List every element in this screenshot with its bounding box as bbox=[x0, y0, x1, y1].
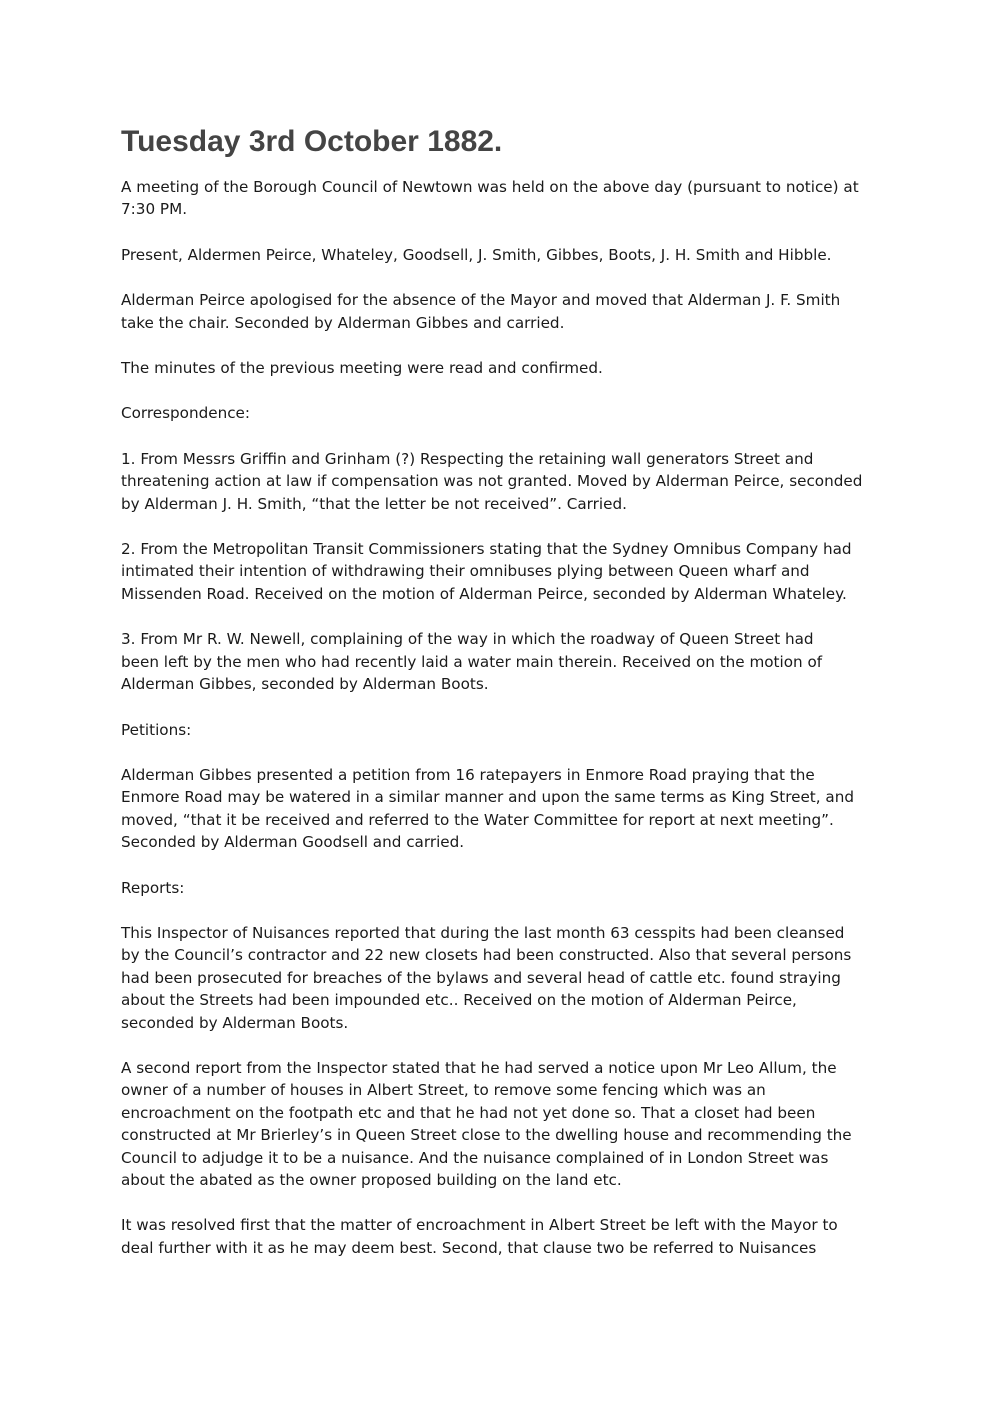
text-line: had been prosecuted for breaches of the bylaws and several head of cattle etc. found straying bbox=[121, 968, 841, 987]
text-line: Seconded by Alderman Goodsell and carried. bbox=[121, 833, 465, 852]
paragraph bbox=[121, 448, 891, 515]
paragraph bbox=[121, 538, 891, 605]
text-line: deal further with it as he may deem best. Second, that clause two be referred to Nuisances bbox=[121, 1238, 817, 1257]
text-line: owner of a number of houses in Albert Street, to remove some fencing which was an bbox=[121, 1081, 766, 1100]
text-line: take the chair. Seconded by Alderman Gibbes and carried. bbox=[121, 313, 565, 332]
page-title: Tuesday 3rd October 1882. bbox=[121, 125, 503, 158]
text-line: This Inspector of Nuisances reported that during the last month 63 cesspits had been cleansed bbox=[121, 923, 845, 942]
text-line: encroachment on the footpath etc and that he had not yet done so. That a closet had been bbox=[121, 1103, 816, 1122]
text-line: intimated their intention of withdrawing their omnibuses plying between Queen wharf and bbox=[121, 562, 810, 581]
text-line: Alderman Peirce apologised for the absence of the Mayor and moved that Alderman J. F. Smith bbox=[121, 291, 841, 310]
text-line: Present, Aldermen Peirce, Whateley, Goodsell, J. Smith, Gibbes, Boots, J. H. Smith and Hibble. bbox=[121, 245, 832, 264]
text-line: about the abated as the owner proposed building on the land etc. bbox=[121, 1171, 622, 1189]
document-page bbox=[121, 118, 891, 1282]
text-line: Missenden Road. Received on the motion of Alderman Peirce, seconded by Alderman Whateley. bbox=[121, 584, 847, 603]
paragraph bbox=[121, 244, 891, 266]
paragraph bbox=[121, 877, 891, 899]
text-line: The minutes of the previous meeting were read and confirmed. bbox=[121, 359, 603, 378]
text-line: by Alderman J. H. Smith, “that the letter be not received”. Carried. bbox=[121, 494, 627, 513]
text-line: Council to adjudge it to be a nuisance. And the nuisance complained of in London Street was bbox=[121, 1148, 829, 1167]
paragraph bbox=[121, 764, 891, 854]
text-line: been left by the men who had recently laid a water main therein. Received on the motion of bbox=[121, 652, 823, 671]
text-line: Correspondence: bbox=[121, 404, 251, 423]
text-line: 2. From the Metropolitan Transit Commissioners stating that the Sydney Omnibus Company had bbox=[121, 540, 852, 559]
text-line: by the Council’s contractor and 22 new closets had been constructed. Also that several persons bbox=[121, 946, 852, 965]
text-line: A second report from the Inspector stated that he had served a notice upon Mr Leo Allum, the bbox=[121, 1058, 837, 1077]
text-line: threatening action at law if compensation was not granted. Moved by Alderman Peirce, seconded bbox=[121, 472, 863, 491]
paragraph bbox=[121, 628, 891, 695]
paragraph bbox=[121, 402, 891, 424]
paragraph bbox=[121, 719, 891, 741]
paragraph bbox=[121, 176, 891, 221]
text-line: Enmore Road may be watered in a similar manner and upon the same terms as King Street, and bbox=[121, 788, 854, 807]
text-line: It was resolved first that the matter of encroachment in Albert Street be left with the Mayor to bbox=[121, 1216, 838, 1235]
text-line: Alderman Gibbes, seconded by Alderman Boots. bbox=[121, 675, 489, 694]
text-line: 1. From Messrs Griffin and Grinham (?) Respecting the retaining wall generators Street and bbox=[121, 449, 814, 468]
text-line: A meeting of the Borough Council of Newtown was held on the above day (pursuant to notice) at bbox=[121, 178, 859, 196]
paragraph bbox=[121, 1057, 891, 1191]
text-line: moved, “that it be received and referred to the Water Committee for report at next meeting”. bbox=[121, 810, 834, 829]
paragraph bbox=[121, 357, 891, 379]
paragraph bbox=[121, 922, 891, 1034]
text-line: Alderman Gibbes presented a petition from 16 ratepayers in Enmore Road praying that the bbox=[121, 765, 815, 784]
text-line: Petitions: bbox=[121, 720, 192, 739]
text-line: constructed at Mr Brierley’s in Queen Street close to the dwelling house and recommending the bbox=[121, 1126, 852, 1145]
text-line: seconded by Alderman Boots. bbox=[121, 1013, 349, 1032]
paragraph bbox=[121, 289, 891, 334]
paragraph bbox=[121, 1214, 891, 1259]
text-line: 3. From Mr R. W. Newell, complaining of the way in which the roadway of Queen Street had bbox=[121, 630, 814, 649]
text-line: Reports: bbox=[121, 878, 185, 897]
document-body bbox=[121, 176, 891, 1259]
text-line: 7:30 PM. bbox=[121, 200, 188, 219]
text-line: about the Streets had been impounded etc.. Received on the motion of Alderman Peirce, bbox=[121, 991, 797, 1010]
